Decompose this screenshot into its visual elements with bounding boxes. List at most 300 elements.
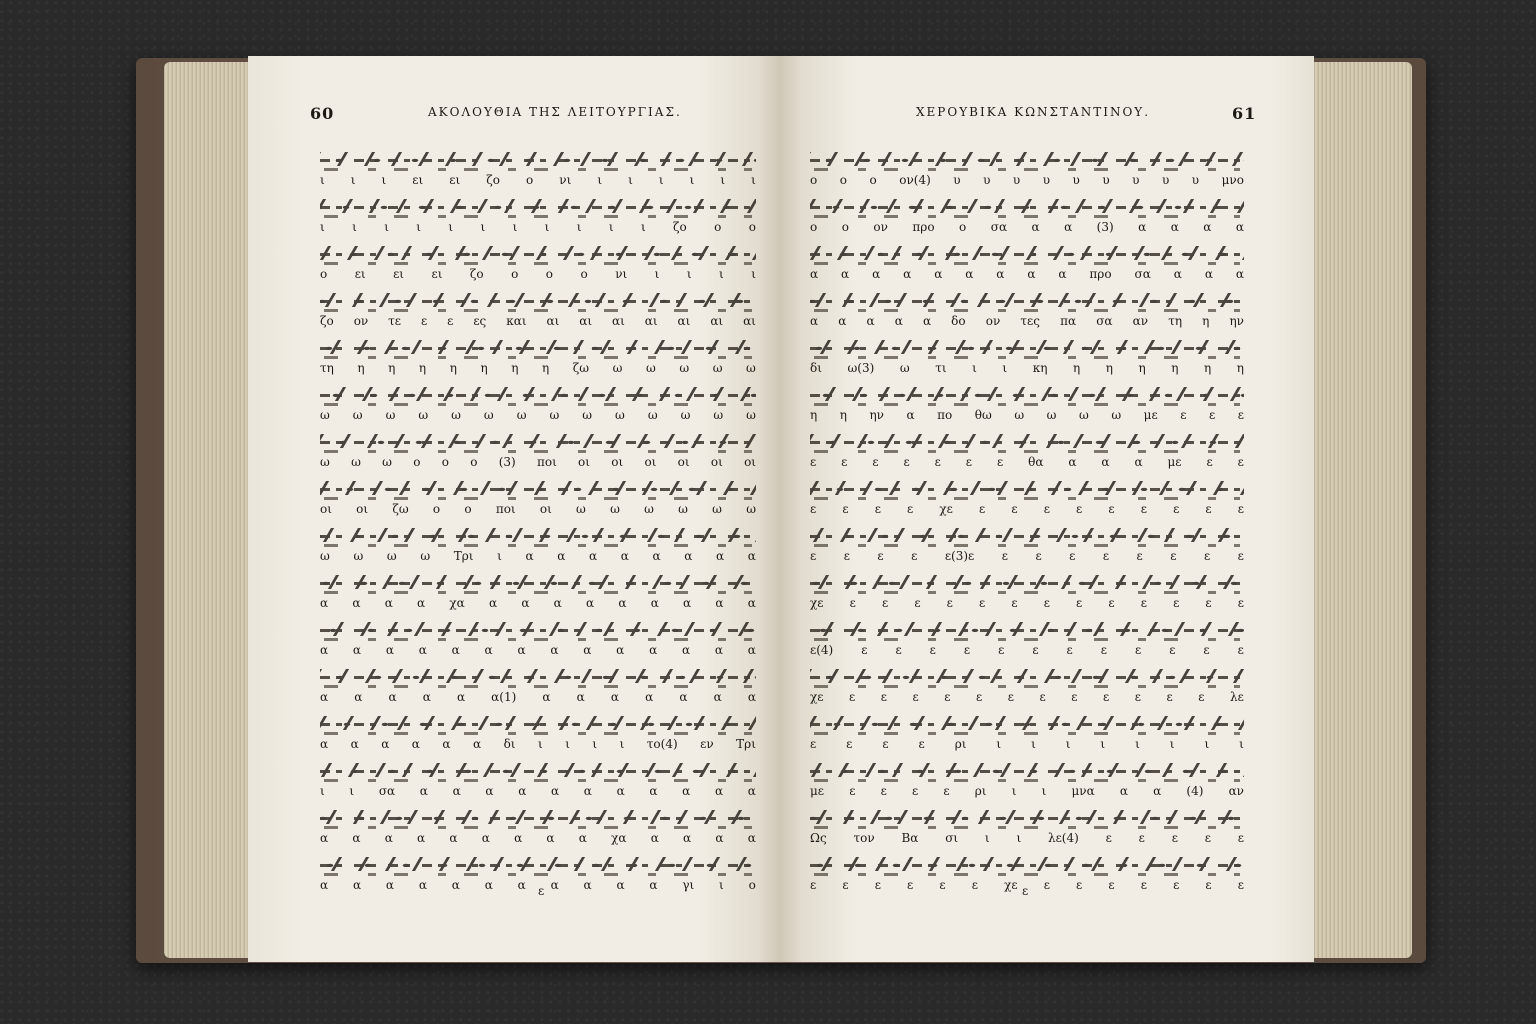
neume-underline: [324, 779, 752, 782]
syllable: α: [934, 267, 943, 281]
syllable: ω: [353, 549, 364, 563]
syllable: ω: [451, 408, 461, 422]
syllable: ποι: [536, 455, 557, 469]
syllable: ζω: [572, 361, 590, 375]
neume-underline: [324, 309, 752, 312]
syllable: α: [418, 878, 427, 892]
syllable: πα: [1060, 314, 1077, 328]
syllable: ω: [320, 455, 330, 469]
syllable: ι: [384, 220, 389, 234]
syllable: α: [576, 690, 585, 704]
syllable: (3): [498, 455, 516, 469]
left-music-text: [320, 146, 756, 898]
syllable-row: [810, 455, 1244, 469]
syllable: η: [388, 361, 396, 375]
syllable: α: [418, 643, 427, 657]
syllable: ι: [719, 878, 724, 892]
neume-notation: [810, 669, 1244, 683]
syllable: ζο: [486, 173, 500, 187]
syllable: Τρι: [453, 549, 474, 563]
syllable: ε: [1136, 549, 1143, 563]
syllable: υ: [1012, 173, 1021, 187]
syllable: ε: [843, 549, 850, 563]
syllable: ε: [1237, 596, 1244, 610]
syllable: ε: [1205, 878, 1212, 892]
music-line: [320, 334, 756, 381]
syllable: ι: [1169, 737, 1175, 751]
syllable-row: [810, 502, 1244, 516]
syllable: αι: [612, 314, 625, 328]
neume-notation: [810, 575, 1244, 589]
syllable: η: [1138, 361, 1146, 375]
syllable: ε: [965, 455, 972, 469]
left-page-edges: [164, 62, 254, 958]
syllable-row: [320, 737, 756, 751]
music-line: [320, 193, 756, 240]
syllable: ε: [929, 643, 936, 657]
syllable: α: [320, 596, 329, 610]
syllable: α: [484, 878, 493, 892]
syllable: ε: [874, 878, 881, 892]
syllable: υ: [1191, 173, 1200, 187]
syllable: ει: [393, 267, 405, 281]
music-line: [320, 287, 756, 334]
syllable: α: [352, 831, 361, 845]
syllable: α: [922, 314, 932, 328]
syllable: α: [518, 784, 527, 798]
music-line: [320, 522, 756, 569]
syllable: ω: [644, 502, 654, 516]
neume-underline: [814, 262, 1240, 265]
syllable: ε: [1032, 643, 1039, 657]
syllable-row: [810, 361, 1244, 375]
syllable: ε: [934, 455, 941, 469]
syllable: α: [583, 643, 592, 657]
syllable: ε: [1076, 878, 1083, 892]
syllable: ε: [1007, 690, 1014, 704]
syllable: ε: [1205, 596, 1212, 610]
syllable: ι: [1065, 737, 1071, 751]
syllable: ο: [470, 455, 478, 469]
syllable: η: [511, 361, 519, 375]
syllable: ζω: [392, 502, 409, 516]
syllable: ε: [1166, 690, 1173, 704]
syllable: ε: [1237, 643, 1244, 657]
syllable: ε: [1105, 831, 1112, 845]
syllable: αι: [579, 314, 593, 328]
syllable: ω: [1111, 408, 1122, 422]
neume-underline: [814, 732, 1240, 735]
syllable: ι: [480, 220, 486, 234]
syllable-row: [320, 267, 756, 281]
syllable: ζο: [673, 220, 687, 234]
syllable: ε: [1076, 502, 1083, 516]
syllable-row: [810, 173, 1244, 187]
syllable-row: [810, 549, 1244, 563]
catchword: ε: [1022, 884, 1029, 898]
syllable-row: [320, 643, 756, 657]
syllable: ι: [320, 784, 325, 798]
neume-underline: [814, 779, 1240, 782]
syllable: με: [1143, 408, 1158, 422]
syllable: ι: [416, 220, 421, 234]
syllable: α: [1068, 455, 1077, 469]
syllable: τι: [935, 361, 947, 375]
syllable: α: [1153, 784, 1162, 798]
syllable: ι: [751, 267, 756, 281]
neume-notation: [810, 810, 1244, 824]
syllable: ε: [810, 455, 817, 469]
syllable: α: [894, 314, 903, 328]
syllable: σι: [945, 831, 959, 845]
syllable: α: [866, 314, 875, 328]
syllable: ε: [882, 737, 889, 751]
syllable-row: [810, 220, 1244, 234]
syllable: α: [354, 690, 363, 704]
syllable: α: [521, 596, 530, 610]
syllable: ε: [1198, 690, 1205, 704]
syllable: α: [1235, 220, 1244, 234]
syllable: ε: [1066, 643, 1073, 657]
neume-notation: [810, 340, 1244, 354]
running-title: ΧΕΡΟΥΒΙΚΑ ΚΩΝΣΤΑΝΤΙΝΟΥ.: [916, 105, 1151, 119]
syllable: Τρι: [736, 737, 756, 751]
neume-underline: [324, 591, 752, 594]
syllable: ε: [1100, 643, 1107, 657]
syllable: ε: [911, 784, 919, 798]
syllable: ο: [441, 455, 449, 469]
music-line: [320, 710, 756, 757]
syllable: (4): [1186, 784, 1204, 798]
syllable-row: [320, 173, 756, 187]
syllable: υ: [953, 173, 961, 187]
syllable: α: [442, 737, 451, 751]
syllable: σα: [990, 220, 1008, 234]
syllable: ε: [944, 690, 951, 704]
syllable: ω: [678, 502, 688, 516]
syllable: ι: [576, 220, 582, 234]
right-page-edges: [1310, 62, 1412, 958]
syllable: ω: [576, 502, 586, 516]
syllable: α: [716, 549, 725, 563]
syllable: δο: [951, 314, 966, 328]
syllable: α: [1170, 220, 1179, 234]
syllable: ε: [1237, 831, 1244, 845]
syllable: α: [714, 784, 724, 798]
syllable: α: [385, 643, 394, 657]
syllable: υ: [1102, 173, 1110, 187]
syllable: α: [649, 784, 658, 798]
syllable: ε: [872, 455, 879, 469]
syllable: ε: [903, 455, 910, 469]
syllable: ω: [610, 502, 620, 516]
syllable: α: [996, 267, 1005, 281]
syllable: η: [810, 408, 818, 422]
neume-underline: [324, 497, 752, 500]
neume-notation: [810, 434, 1244, 448]
syllable: ε: [1134, 690, 1141, 704]
syllable: ο: [959, 220, 967, 234]
syllable: ε: [971, 878, 978, 892]
syllable: α: [381, 737, 390, 751]
syllable: ε: [1206, 455, 1213, 469]
syllable: ω: [385, 408, 396, 422]
syllable: ω: [679, 361, 690, 375]
page-number: 61: [1232, 104, 1257, 123]
syllable: α: [417, 596, 426, 610]
neume-notation: [810, 387, 1244, 401]
syllable: α: [747, 549, 756, 563]
syllable: ι: [1239, 737, 1244, 751]
syllable: υ: [1042, 173, 1051, 187]
syllable: ο: [413, 455, 421, 469]
syllable: ε: [1103, 690, 1110, 704]
syllable: α: [1058, 267, 1067, 281]
syllable: αι: [546, 314, 560, 328]
syllable: α: [517, 878, 526, 892]
syllable: χα: [611, 831, 627, 845]
neume-underline: [324, 215, 752, 218]
syllable: α: [451, 643, 460, 657]
syllable: α: [620, 549, 629, 563]
syllable: αι: [644, 314, 658, 328]
neume-underline: [324, 638, 752, 641]
syllable: ι: [1204, 737, 1210, 751]
catchword: ε: [538, 884, 545, 898]
syllable: α: [1064, 220, 1073, 234]
syllable: α: [1027, 267, 1036, 281]
syllable: χε: [810, 596, 824, 610]
syllable: ε: [880, 690, 887, 704]
syllable: ει: [354, 267, 366, 281]
syllable: ε: [1170, 549, 1177, 563]
syllable: α: [586, 596, 595, 610]
music-line: [320, 663, 756, 710]
syllable: α: [550, 878, 559, 892]
syllable: α: [451, 878, 460, 892]
syllable: ε: [1180, 408, 1187, 422]
syllable: μνο: [1221, 173, 1244, 187]
syllable: υ: [1132, 173, 1140, 187]
music-line: [320, 804, 756, 851]
neume-underline: [324, 826, 752, 829]
syllable: α: [1173, 267, 1182, 281]
syllable-row: [320, 690, 756, 704]
syllable: χε: [810, 690, 824, 704]
syllable: ε: [1069, 549, 1076, 563]
syllable: α: [553, 596, 562, 610]
syllable: τη: [1168, 314, 1183, 328]
syllable: ο: [810, 220, 818, 234]
syllable-row: [810, 690, 1244, 704]
syllable: ε: [1043, 502, 1050, 516]
syllable: α: [683, 831, 692, 845]
syllable: ε: [1203, 643, 1210, 657]
syllable: ε: [1140, 596, 1147, 610]
neume-underline: [814, 685, 1240, 688]
neume-notation: [320, 575, 756, 589]
syllable: ε(4): [810, 643, 834, 657]
syllable: ε: [420, 314, 428, 328]
syllable: α: [452, 784, 461, 798]
syllable: ε: [1011, 502, 1018, 516]
syllable: α: [583, 878, 592, 892]
syllable-row: [810, 784, 1244, 798]
syllable: ο: [432, 502, 441, 516]
syllable: ε: [976, 690, 983, 704]
left-page-header: [248, 104, 780, 128]
syllable: ω: [320, 408, 330, 422]
syllable: α: [320, 690, 329, 704]
neume-underline: [324, 403, 752, 406]
syllable: εν: [700, 737, 714, 751]
syllable: ε: [1001, 549, 1008, 563]
syllable: ι: [1002, 361, 1008, 375]
running-title: ΑΚΟΛΟΥΘΙΑ ΤΗΣ ΛΕΙΤΟΥΡΓΙΑΣ.: [428, 105, 682, 119]
syllable: α: [589, 549, 598, 563]
music-line: [810, 381, 1244, 428]
syllable: α: [652, 549, 661, 563]
syllable: η: [480, 361, 488, 375]
syllable: α: [350, 737, 359, 751]
syllable: με: [1167, 455, 1182, 469]
syllable: α: [550, 784, 560, 798]
syllable-row: [320, 220, 756, 234]
syllable: και: [506, 314, 527, 328]
syllable: ι: [381, 173, 387, 187]
syllable: ε: [1076, 596, 1083, 610]
syllable: ο: [839, 173, 847, 187]
syllable-row: [810, 737, 1244, 751]
syllable-row: [810, 643, 1244, 657]
syllable: α: [517, 643, 526, 657]
syllable: ζο: [469, 267, 484, 281]
syllable: η: [1105, 361, 1113, 375]
syllable: α: [747, 596, 756, 610]
neume-underline: [324, 544, 752, 547]
music-line: [320, 569, 756, 616]
syllable: ε: [1208, 408, 1216, 422]
syllable: α: [320, 737, 329, 751]
syllable-row: [810, 314, 1244, 328]
syllable: ε: [1039, 690, 1046, 704]
music-line: [320, 475, 756, 522]
syllable: υ: [1072, 173, 1080, 187]
syllable: πο: [937, 408, 953, 422]
neume-underline: [324, 450, 752, 453]
syllable: α: [715, 596, 724, 610]
syllable: σα: [378, 784, 396, 798]
left-page: [248, 56, 780, 962]
syllable: η: [1072, 361, 1081, 375]
syllable: ι: [689, 173, 695, 187]
right-page: [780, 56, 1314, 962]
syllable: ε: [1204, 831, 1211, 845]
syllable-row: [320, 361, 756, 375]
syllable: α: [514, 831, 523, 845]
syllable: θα: [1028, 455, 1044, 469]
syllable: ω: [615, 408, 625, 422]
syllable: ω: [1078, 408, 1089, 422]
syllable: ι: [619, 737, 625, 751]
syllable: ω: [420, 549, 431, 563]
syllable: ω: [1046, 408, 1057, 422]
syllable: λε(4): [1047, 831, 1079, 845]
syllable: ε: [1102, 549, 1110, 563]
neume-underline: [814, 544, 1240, 547]
syllable: ι: [984, 831, 990, 845]
syllable: α: [388, 690, 397, 704]
syllable-row: [320, 408, 756, 422]
syllable: α: [1119, 784, 1128, 798]
neume-underline: [814, 591, 1240, 594]
syllable: ι: [1041, 784, 1047, 798]
syllable: ι: [537, 737, 543, 751]
syllable-row: [810, 267, 1244, 281]
syllable-row: [320, 502, 756, 516]
syllable: α: [481, 831, 490, 845]
music-line: [810, 146, 1244, 193]
neume-underline: [814, 309, 1240, 312]
syllable: Βα: [901, 831, 919, 845]
music-line: [320, 146, 756, 193]
neume-underline: [324, 168, 752, 171]
music-line: [810, 334, 1244, 381]
syllable: α: [320, 831, 329, 845]
syllable: ε: [943, 784, 950, 798]
music-line: [810, 193, 1244, 240]
syllable: ε: [907, 502, 914, 516]
syllable: ι: [686, 267, 692, 281]
syllable: ε: [1108, 502, 1115, 516]
syllable: ι: [1016, 831, 1022, 845]
syllable: ε: [914, 596, 921, 610]
syllable: η: [1171, 361, 1179, 375]
syllable: χε: [1004, 878, 1018, 892]
syllable: α: [352, 878, 362, 892]
syllable: ω: [386, 549, 397, 563]
syllable: α: [747, 643, 756, 657]
syllable: α: [320, 643, 329, 657]
syllable: ε: [1203, 549, 1211, 563]
syllable: ην: [1229, 314, 1244, 328]
music-line: [810, 475, 1244, 522]
syllable: ε: [810, 549, 817, 563]
neume-notation: [320, 810, 756, 824]
neume-notation: [320, 152, 756, 166]
neume-notation: [320, 716, 756, 730]
syllable: α: [583, 784, 592, 798]
syllable: ω: [549, 408, 560, 422]
neume-notation: [810, 857, 1244, 871]
syllable: ε: [1237, 455, 1244, 469]
syllable: α: [384, 596, 393, 610]
syllable: υ: [1161, 173, 1170, 187]
syllable: α: [411, 737, 420, 751]
syllable: ποι: [495, 502, 516, 516]
neume-notation: [810, 199, 1244, 213]
syllable: ω: [516, 408, 527, 422]
syllable: ω: [645, 361, 656, 375]
syllable: ει: [449, 173, 461, 187]
syllable: ε: [1205, 502, 1212, 516]
syllable: οι: [710, 455, 723, 469]
syllable: αν: [1228, 784, 1244, 798]
syllable: α: [618, 596, 627, 610]
neume-notation: [320, 434, 756, 448]
syllable: ι: [972, 361, 977, 375]
syllable: ε: [842, 878, 849, 892]
